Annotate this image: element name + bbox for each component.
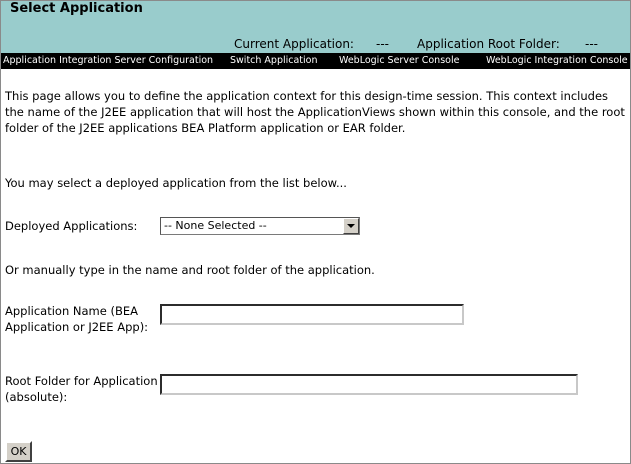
current-application-value: --- [376, 37, 389, 51]
current-application-label: Current Application: [234, 37, 354, 51]
root-folder-value: --- [585, 37, 598, 51]
nav-link-server-configuration[interactable]: Application Integration Server Configuration [3, 55, 214, 66]
ok-button[interactable]: OK [5, 441, 32, 462]
page-title: Select Application [10, 1, 143, 16]
deployed-applications-selected: -- None Selected -- [164, 219, 267, 232]
nav-link-weblogic-integration-console[interactable]: WebLogic Integration Console [486, 55, 628, 66]
application-name-label: Application Name (BEA Application or J2EE App): [5, 304, 149, 334]
root-folder-label: Application Root Folder: [417, 37, 560, 51]
root-folder-input[interactable] [160, 374, 578, 395]
header-bar [1, 1, 630, 53]
nav-link-weblogic-server-console[interactable]: WebLogic Server Console [339, 55, 460, 66]
nav-bar [1, 53, 630, 69]
intro-text: This page allows you to define the application context for this design-time session. This context includes the name of the J2EE application that will host the ApplicationViews shown within this console, and the root folder of the J2EE applications BEA Platform application or EAR folder. [5, 89, 625, 135]
manual-hint: Or manually type in the name and root folder of the application. [5, 263, 375, 277]
chevron-down-icon[interactable] [343, 218, 359, 234]
deployed-applications-select[interactable] [160, 217, 360, 235]
deployed-applications-label: Deployed Applications: [5, 219, 138, 233]
application-name-input[interactable] [160, 304, 464, 325]
select-hint: You may select a deployed application from the list below... [5, 176, 347, 190]
root-folder-field-label: Root Folder for Application (absolute): [5, 374, 158, 404]
nav-link-switch-application[interactable]: Switch Application [230, 55, 318, 66]
